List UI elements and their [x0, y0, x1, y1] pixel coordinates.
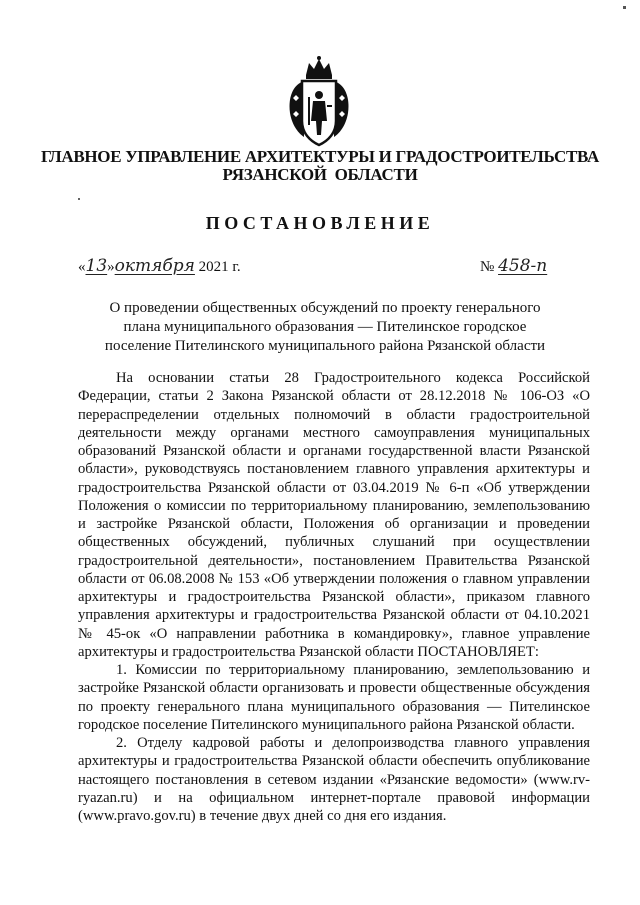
date-year: 2021 г.: [198, 259, 241, 275]
organization-name-line2: РЯЗАНСКОЙ ОБЛАСТИ: [222, 165, 418, 184]
document-number: [480, 256, 547, 276]
number-label: №: [480, 259, 495, 275]
number-value-handwritten: 458-п: [498, 256, 548, 276]
date-day-handwritten: 13: [85, 256, 108, 276]
scan-dot: [78, 198, 80, 200]
date-open-quote: «: [78, 259, 86, 275]
body-paragraph-preamble: На основании статьи 28 Градостроительного кодекса Российской Федерации, статьи 2 Закона Рязанской области от 28.12.2018 № 106-ОЗ «О перераспределении отдельных полномочий в области градостроительной деятельности между органами местного самоуправления муниципальных образований Рязанской области и органами государственной власти Рязанской области», руководствуясь постановлением главного управления архитектуры и градостроительства Рязанской области от 03.04.2019 № 6-п «Об утверждении Положения о комиссии по территориальному планированию, землепользованию и застройке Рязанской области, Положения об организации и проведении общественных обсуждений, публичных слушаний при осуществлении градостроительной деятельности», постановлением Правительства Рязанской области от 06.08.2008 № 153 «Об утверждении положения о главном управлении архитектуры и градостроительства Рязанской области», приказом главного управления архитектуры и градостроительства Рязанской области от 04.10.2021 № 45-ок «О направлении работника в командировку», главное управление архитектуры и градостроительства Рязанской области ПОСТАНОВЛЯЕТ:: [78, 370, 590, 660]
document-date: [78, 256, 241, 276]
body-paragraph-item-1: 1. Комиссии по территориальному планированию, землепользованию и застройке Рязанской области организовать и провести общественные обсуждения по проекту генерального плана муниципального образования — Пителинское городское поселение Пителинского муниципального района Рязанской области.: [78, 662, 590, 733]
document-subject: О проведении общественных обсуждений по проекту генерального плана муниципального образования — Пителинское городское поселение Пителинского муниципального района Рязанской области: [104, 300, 546, 354]
document-title: ПОСТАНОВЛЕНИЕ: [205, 213, 435, 233]
body-paragraph-item-2: 2. Отделу кадровой работы и делопроизводства главного управления архитектуры и градостроительства Рязанской области обеспечить опубликование настоящего постановления в сетевом издании «Рязанские ведомости» (www.rv-ryazan.ru) и на официальном интернет-портале правовой информации (www.pravo.gov.ru) в течение двух дней со дня его издания.: [78, 735, 590, 824]
organization-name-line1: ГЛАВНОЕ УПРАВЛЕНИЕ АРХИТЕКТУРЫ И ГРАДОСТРОИТЕЛЬСТВА: [41, 147, 599, 166]
date-close-quote: »: [107, 259, 115, 275]
scan-speck: [623, 6, 626, 9]
date-month-handwritten: октября: [114, 256, 195, 276]
document-body: [78, 369, 590, 825]
ryazan-coat-of-arms-emblem: [282, 55, 356, 147]
